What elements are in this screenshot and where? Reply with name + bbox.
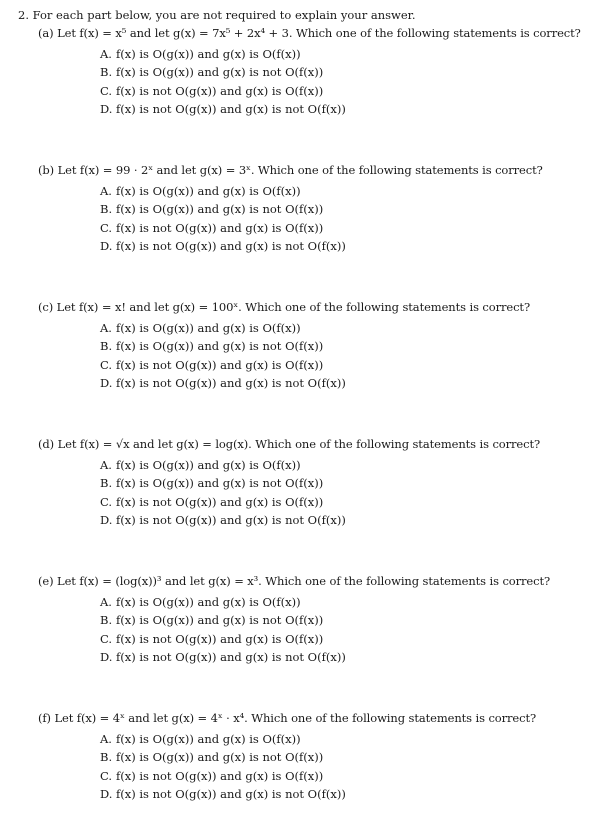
option-letter: C. [100, 768, 113, 783]
option-text: f(x) is O(g(x)) and g(x) is O(f(x)) [116, 47, 301, 61]
part-e-option-c [100, 630, 346, 648]
part-a-option-d [100, 100, 346, 118]
option-letter: B. [100, 476, 113, 491]
part-b-option-b [100, 200, 346, 218]
option-text: f(x) is O(g(x)) and g(x) is not O(f(x)) [116, 476, 324, 491]
option-letter: D. [100, 238, 113, 253]
part-f-option-c [100, 767, 346, 785]
part-d-option-d [100, 511, 346, 529]
part-e-options [100, 593, 346, 666]
option-text: f(x) is not O(g(x)) and g(x) is not O(f(x)) [116, 786, 346, 801]
part-a-prompt: (a) Let f(x) = x⁵ and let g(x) = 7x⁵ + 2x⁴ + 3. Which one of the following statements is correct? [38, 26, 581, 40]
option-letter: D. [100, 649, 113, 664]
option-letter: A. [100, 595, 112, 609]
option-letter: C. [100, 83, 113, 98]
option-letter: D. [100, 375, 113, 390]
option-text: f(x) is not O(g(x)) and g(x) is not O(f(x)) [116, 512, 346, 527]
part-f-options [100, 730, 346, 803]
option-text: f(x) is not O(g(x)) and g(x) is O(f(x)) [116, 220, 324, 235]
part-e-option-b [100, 611, 346, 629]
option-text: f(x) is O(g(x)) and g(x) is not O(f(x)) [116, 339, 324, 354]
option-text: f(x) is O(g(x)) and g(x) is O(f(x)) [116, 321, 301, 335]
part-e-option-d [100, 648, 346, 666]
part-d-option-b [100, 474, 346, 492]
part-c-option-d [100, 374, 346, 392]
option-letter: D. [100, 786, 113, 801]
option-text: f(x) is not O(g(x)) and g(x) is not O(f(x)) [116, 101, 346, 116]
part-b-option-d [100, 237, 346, 255]
option-letter: A. [100, 732, 112, 746]
part-c-options [100, 319, 346, 392]
option-text: f(x) is not O(g(x)) and g(x) is O(f(x)) [116, 83, 324, 98]
option-letter: C. [100, 220, 113, 235]
option-letter: D. [100, 101, 113, 116]
option-text: f(x) is not O(g(x)) and g(x) is not O(f(x)) [116, 649, 346, 664]
option-text: f(x) is O(g(x)) and g(x) is not O(f(x)) [116, 613, 324, 628]
part-c-prompt: (c) Let f(x) = x! and let g(x) = 100ˣ. Which one of the following statements is correct? [38, 300, 531, 314]
option-letter: B. [100, 65, 113, 80]
part-f-option-a [100, 730, 346, 748]
part-f-option-b [100, 748, 346, 766]
part-c-option-c [100, 356, 346, 374]
part-c-option-b [100, 337, 346, 355]
part-f-option-d [100, 785, 346, 803]
option-text: f(x) is O(g(x)) and g(x) is O(f(x)) [116, 732, 301, 746]
part-d-option-a [100, 456, 346, 474]
option-letter: C. [100, 494, 113, 509]
part-a-option-c [100, 82, 346, 100]
part-c-option-a [100, 319, 346, 337]
part-a-option-b [100, 63, 346, 81]
option-text: f(x) is O(g(x)) and g(x) is not O(f(x)) [116, 750, 324, 765]
part-b-option-a [100, 182, 346, 200]
question-intro: 2. For each part below, you are not required to explain your answer. [18, 8, 416, 22]
part-b-options [100, 182, 346, 255]
option-text: f(x) is not O(g(x)) and g(x) is O(f(x)) [116, 357, 324, 372]
option-text: f(x) is O(g(x)) and g(x) is not O(f(x)) [116, 202, 324, 217]
option-text: f(x) is O(g(x)) and g(x) is O(f(x)) [116, 184, 301, 198]
option-text: f(x) is not O(g(x)) and g(x) is not O(f(x)) [116, 375, 346, 390]
part-b-option-c [100, 219, 346, 237]
option-letter: A. [100, 321, 112, 335]
option-text: f(x) is not O(g(x)) and g(x) is O(f(x)) [116, 494, 324, 509]
part-d-option-c [100, 493, 346, 511]
option-letter: A. [100, 458, 112, 472]
option-text: f(x) is not O(g(x)) and g(x) is O(f(x)) [116, 631, 324, 646]
part-a-option-a [100, 45, 346, 63]
option-letter: B. [100, 202, 113, 217]
part-d-prompt: (d) Let f(x) = √x and let g(x) = log(x). Which one of the following statements is correct? [38, 437, 541, 451]
option-letter: C. [100, 631, 113, 646]
part-d-options [100, 456, 346, 529]
option-text: f(x) is not O(g(x)) and g(x) is O(f(x)) [116, 768, 324, 783]
option-letter: A. [100, 184, 112, 198]
part-f-prompt: (f) Let f(x) = 4ˣ and let g(x) = 4ˣ · x⁴. Which one of the following statements is correct? [38, 711, 537, 725]
part-b-prompt: (b) Let f(x) = 99 · 2ˣ and let g(x) = 3ˣ. Which one of the following statements is correct? [38, 163, 543, 177]
option-letter: D. [100, 512, 113, 527]
part-e-option-a [100, 593, 346, 611]
option-letter: B. [100, 339, 113, 354]
part-a-options [100, 45, 346, 118]
option-letter: A. [100, 47, 112, 61]
option-text: f(x) is O(g(x)) and g(x) is O(f(x)) [116, 595, 301, 609]
option-letter: C. [100, 357, 113, 372]
option-text: f(x) is O(g(x)) and g(x) is not O(f(x)) [116, 65, 324, 80]
option-letter: B. [100, 750, 113, 765]
option-text: f(x) is O(g(x)) and g(x) is O(f(x)) [116, 458, 301, 472]
part-e-prompt: (e) Let f(x) = (log(x))³ and let g(x) = x³. Which one of the following statements is correct? [38, 574, 551, 588]
option-letter: B. [100, 613, 113, 628]
option-text: f(x) is not O(g(x)) and g(x) is not O(f(x)) [116, 238, 346, 253]
